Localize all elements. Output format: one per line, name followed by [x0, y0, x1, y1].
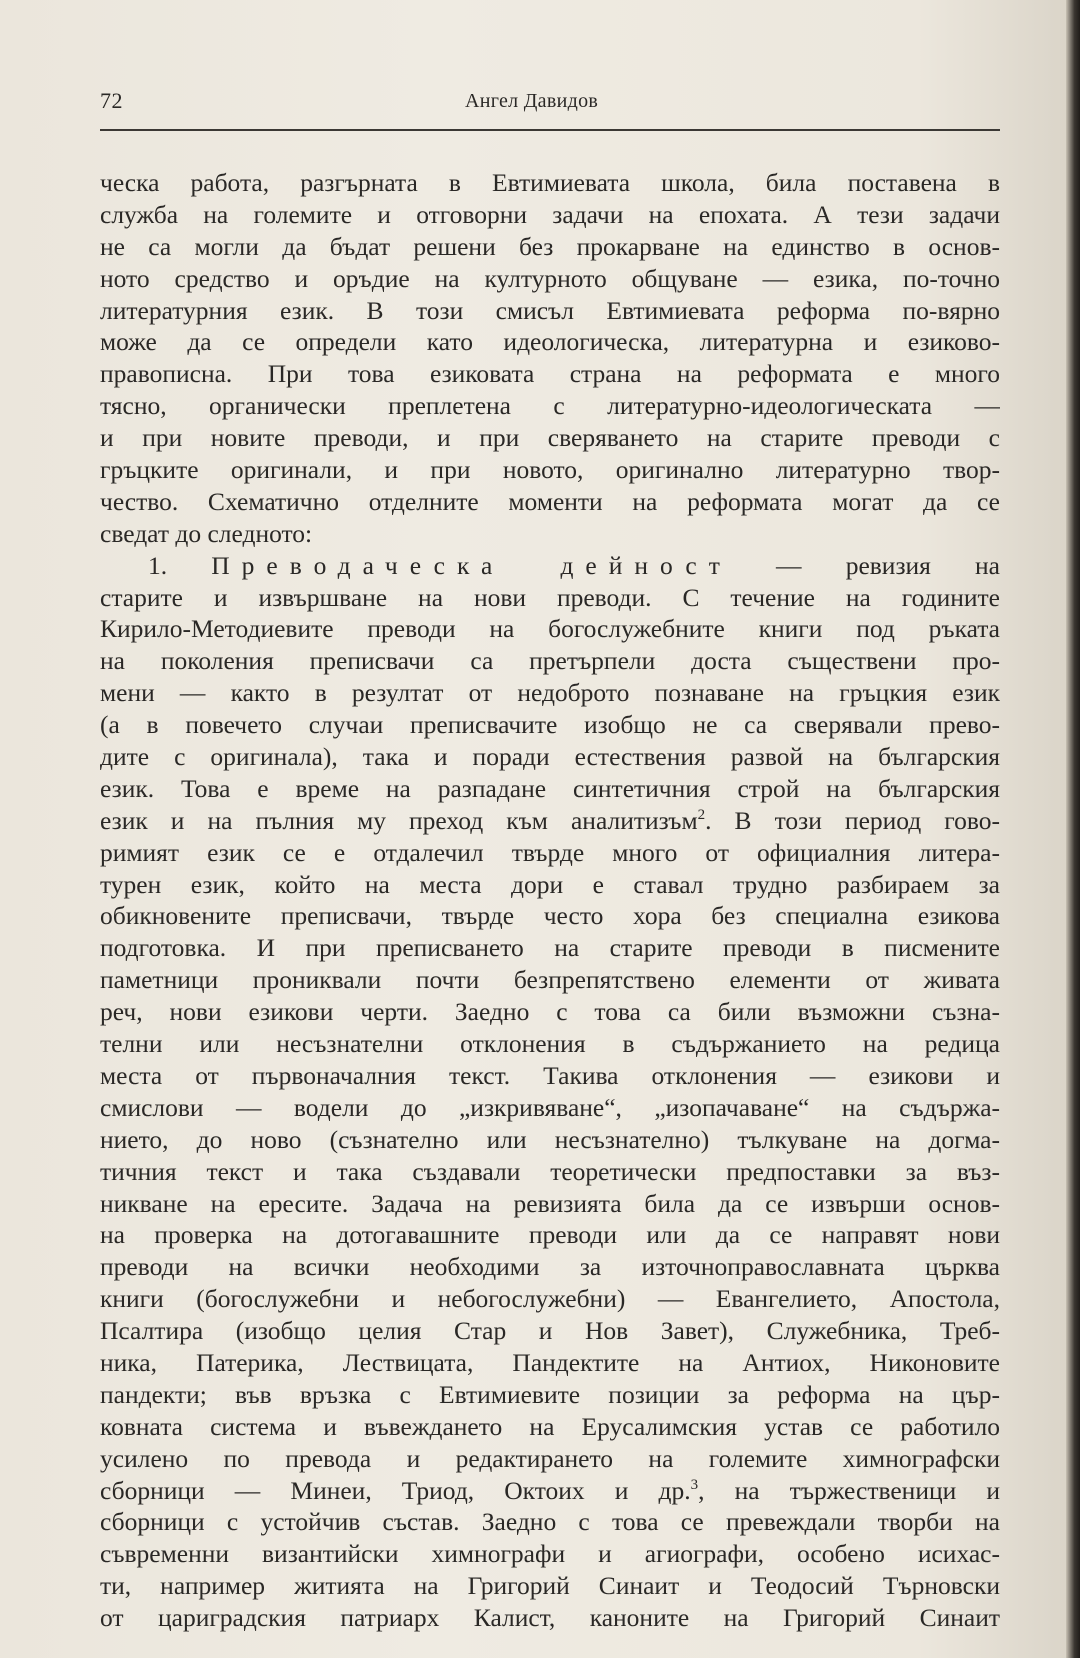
footnote-reference: 2: [697, 806, 706, 823]
text-line: тичния текст и така създавали теоретически предпоставки за въз-: [100, 1156, 1000, 1186]
list-item-number: 1.: [148, 550, 168, 580]
text-line: телни или несъзнателни отклонения в съдържанието на редица: [100, 1029, 1000, 1059]
text-line: сборници с устойчив състав. Заедно с това се превеждали творби на: [100, 1507, 1000, 1537]
text-line: тясно, органически преплетена с литературно-идеологическата —: [100, 391, 1000, 421]
text-line: литературния език. В този смисъл Евтимиевата реформа по-вярно: [100, 295, 1000, 325]
list-item-heading-tail: — ревизия на: [731, 550, 1000, 580]
running-head-author: Ангел Давидов: [465, 90, 599, 112]
text-line: римият език се е отдалечил твърде много от официалния литера-: [100, 837, 1000, 867]
text-segment: език и на пълния му преход към аналитизъм: [100, 805, 698, 835]
text-line: съвременни византийски химнографи и агиографи, особено исихас-: [100, 1539, 1000, 1569]
text-line: пандекти; във връзка с Евтимиевите позиции за реформа на цър-: [100, 1379, 1000, 1409]
page-binding-edge: [1066, 0, 1080, 1658]
text-line: никване на ересите. Задача на ревизията била да се извърши основ-: [100, 1188, 1000, 1218]
text-line: сведат до следното:: [100, 518, 313, 548]
text-line: места от първоначалния текст. Такива отклонения — езикови и: [100, 1060, 1000, 1090]
text-line: Псалтира (изобщо целия Стар и Нов Завет), Служебника, Треб-: [100, 1316, 1000, 1346]
list-item-heading-line: [100, 550, 1000, 582]
text-line: нието, до ново (съзнателно или несъзнателно) тълкуване на догма-: [100, 1124, 1000, 1154]
text-line: език. Това е време на разпадане синтетичния строй на българския: [100, 773, 1000, 803]
text-line: старите и извършване на нови преводи. С течение на годините: [100, 582, 1000, 612]
text-line: (а в повечето случаи преписвачите изобщо не са сверявали прево-: [100, 710, 1000, 740]
text-line: преводи на всички необходими за източноправославната църква: [100, 1252, 1000, 1282]
text-line: книги (богослужебни и небогослужебни) — Евангелието, Апостола,: [100, 1284, 1000, 1314]
text-line: реч, нови езикови черти. Заедно с това са били възможни съзна-: [100, 997, 1000, 1027]
text-segment: сборници — Минеи, Триод, Октоих и др.: [100, 1475, 691, 1505]
text-line: ти, например житията на Григорий Синаит и Теодосий Търновски: [100, 1571, 1000, 1601]
footnote-reference: 3: [690, 1476, 699, 1493]
text-line: паметници прониквали почти безпрепятствено елементи от живата: [100, 965, 1000, 995]
text-line: усилено по превода и редактирането на големите химнографски: [100, 1443, 1000, 1473]
text-line: мени — както в резултат от недоброто познаване на гръцкия език: [100, 678, 1000, 708]
text-line: на проверка на дотогавашните преводи или да се направят нови: [100, 1220, 1000, 1250]
text-line: от цариградския патриарх Калист, каноните на Григорий Синаит: [100, 1603, 1000, 1633]
text-line: правописна. При това езиковата страна на реформата е много: [100, 359, 1000, 389]
text-line: ното средство и оръдие на културното общуване — езика, по-точно: [100, 263, 1000, 293]
text-line-with-footnote: [100, 1475, 1000, 1507]
page-header: [100, 88, 1000, 128]
text-segment: . В този период гово-: [705, 805, 1000, 835]
text-line: ческа работа, разгърната в Евтимиевата школа, била поставена в: [100, 168, 1000, 197]
text-line: подготовка. И при преписването на старите преводи в писмените: [100, 933, 1000, 963]
text-line: дите с оригинала), така и поради естествения развой на българския: [100, 742, 1000, 772]
text-line-with-footnote: [100, 805, 1000, 837]
text-line: може да се определи като идеологическа, литературна и езиково-: [100, 327, 1000, 357]
list-item-heading: Преводаческа дейност: [211, 550, 732, 580]
text-line: не са могли да бъдат решени без прокарване на единство в основ-: [100, 231, 1000, 261]
body-text: [100, 167, 1000, 1634]
text-line: турен език, който на места дори е ставал трудно разбираем за: [100, 869, 1000, 899]
text-line: служба на големите и отговорни задачи на епохата. А тези задачи: [100, 199, 1000, 229]
text-line: обикновените преписвачи, твърде често хора без специална езикова: [100, 901, 1000, 931]
header-rule: [100, 129, 1000, 131]
text-line: на поколения преписвачи са претърпели доста съществени про-: [100, 646, 1000, 676]
text-line: гръцките оригинали, и при новото, оригинално литературно твор-: [100, 455, 1000, 485]
page-number: 72: [100, 88, 123, 113]
text-line: и при новите преводи, и при сверяването на старите преводи с: [100, 423, 1000, 453]
text-line: смислови — водели до „изкривяване“, „изопачаване“ на съдържа-: [100, 1092, 1000, 1122]
text-line: чество. Схематично отделните моменти на реформата могат да се: [100, 486, 1000, 516]
text-segment: , на тържественици и: [698, 1475, 1000, 1505]
text-line: ника, Патерика, Лествицата, Пандектите на Антиох, Никоновите: [100, 1347, 1000, 1377]
text-line: ковната система и въвеждането на Ерусалимския устав се работило: [100, 1411, 1000, 1441]
text-line: Кирило-Методиевите преводи на богослужебните книги под ръката: [100, 614, 1000, 644]
